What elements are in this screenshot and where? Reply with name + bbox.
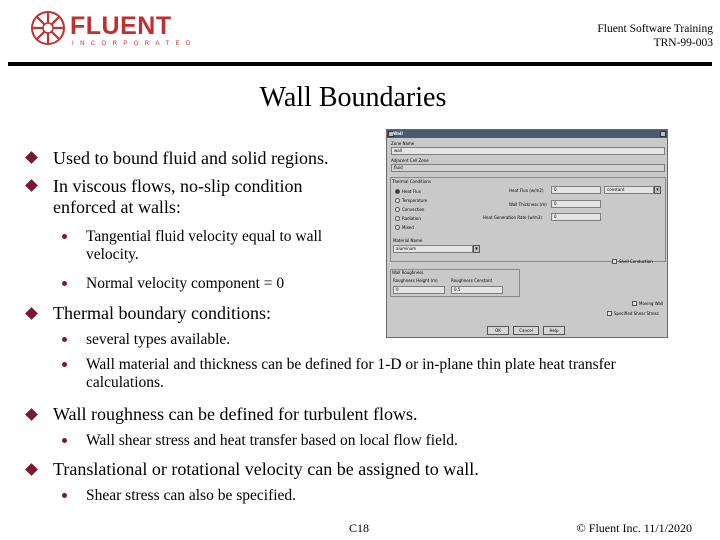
radio-mixed[interactable] (395, 225, 400, 230)
bullet-item: Thermal boundary conditions: (53, 303, 271, 323)
bullet-diamond-icon (25, 151, 38, 164)
shell-conduction-label: Shell Conduction (619, 259, 653, 264)
sub-bullet-dot-icon (62, 493, 67, 498)
chevron-down-icon[interactable]: ▾ (473, 245, 480, 253)
adjacent-cell-zone-value: fluid (391, 164, 665, 172)
sub-bullet-item: Shear stress can also be specified. (86, 487, 297, 504)
chevron-down-icon[interactable]: ▾ (654, 186, 661, 194)
bullet-item: Used to bound fluid and solid regions. (53, 148, 329, 168)
help-button[interactable]: Help (543, 326, 565, 335)
wall-thickness-input[interactable]: 0 (551, 200, 601, 208)
radio-convection-label: Convection (402, 207, 425, 212)
header-divider (8, 62, 712, 66)
thermal-conditions-label: Thermal Conditions (392, 179, 431, 184)
radio-temperature[interactable] (395, 198, 400, 203)
sub-bullet-dot-icon (62, 362, 67, 367)
radio-heat-flux-label: Heat Flux (402, 189, 422, 194)
page-number: C18 (349, 521, 370, 535)
radio-temperature-label: Temperature (402, 198, 428, 203)
course-title: Fluent Software Training (597, 23, 713, 35)
sub-bullet-item: Wall shear stress and heat transfer based on local flow field. (86, 432, 458, 449)
bullet-item: Translational or rotational velocity can be assigned to wall. (53, 459, 479, 479)
roughness-constant-input[interactable]: 0.5 (451, 286, 503, 294)
wall-dialog (386, 129, 668, 338)
moving-wall-label: Moving Wall (639, 301, 664, 306)
heat-flux-input[interactable]: 0 (551, 186, 601, 194)
roughness-height-input[interactable]: 0 (393, 286, 445, 294)
adjacent-cell-zone-label: Adjacent Cell Zone (391, 158, 429, 163)
sub-bullet-dot-icon (62, 234, 67, 239)
heat-generation-input[interactable]: 0 (551, 213, 601, 221)
copyright: © Fluent Inc. 11/1/2020 (576, 521, 692, 535)
sub-bullet-item: several types available. (86, 331, 231, 348)
bullet-diamond-icon (25, 463, 38, 476)
wall-thickness-label: Wall Thickness (m) (509, 202, 547, 207)
bullet-item: In viscous flows, no-slip condition enforced at walls: (53, 176, 303, 217)
moving-wall-checkbox[interactable] (632, 301, 637, 306)
bullet-diamond-icon (25, 179, 38, 192)
logo-subtitle: INCORPORATED (72, 41, 197, 47)
heat-flux-label: Heat Flux (w/m2) (509, 188, 544, 193)
ok-button[interactable]: OK (487, 326, 509, 335)
roughness-height-label: Roughness Height (m) (393, 278, 438, 283)
page-title: Wall Boundaries (259, 82, 447, 113)
wall-roughness-label: Wall Roughness (392, 270, 424, 275)
shell-conduction-checkbox[interactable] (612, 259, 617, 264)
roughness-constant-label: Roughness Constant (451, 278, 493, 283)
material-name-label: Material Name (393, 238, 423, 243)
header-course-info (597, 22, 713, 50)
course-code: TRN-99-003 (653, 37, 713, 49)
sub-bullet-dot-icon (62, 281, 67, 286)
radio-radiation-label: Radiation (402, 216, 421, 221)
radio-heat-flux[interactable] (395, 189, 400, 194)
material-name-select[interactable]: aluminum (393, 245, 473, 253)
zone-name-label: Zone Name (391, 141, 415, 146)
specified-shear-label: Specified Shear Stress (614, 311, 659, 316)
heat-flux-profile-select[interactable]: constant (604, 186, 654, 194)
radio-mixed-label: Mixed (402, 225, 414, 230)
heat-generation-label: Heat Generation Rate (w/m3) (483, 215, 542, 220)
fluent-logo (30, 10, 197, 50)
sub-bullet-dot-icon (62, 337, 67, 342)
bullet-diamond-icon (25, 408, 38, 421)
dialog-titlebar[interactable] (387, 130, 667, 138)
zone-name-input[interactable]: wall (391, 147, 665, 155)
radio-radiation[interactable] (395, 216, 400, 221)
sub-bullet-dot-icon (62, 438, 67, 443)
sub-bullet-item: Wall material and thickness can be defined for 1-D or in-plane thin plate heat transfer calculations. (86, 356, 616, 391)
sub-bullet-item: Normal velocity component = 0 (86, 275, 285, 292)
bullet-diamond-icon (25, 307, 38, 320)
sub-bullet-item: Tangential fluid velocity equal to wall velocity. (86, 228, 323, 263)
logo-wordmark: FLUENT (70, 12, 172, 40)
close-icon[interactable] (660, 131, 666, 137)
cancel-button[interactable]: Cancel (513, 326, 539, 335)
specified-shear-checkbox[interactable] (607, 311, 612, 316)
fluent-logo-mark-icon (30, 10, 66, 46)
radio-convection[interactable] (395, 207, 400, 212)
bullet-item: Wall roughness can be defined for turbulent flows. (53, 404, 418, 424)
dialog-title: Wall (393, 131, 403, 136)
